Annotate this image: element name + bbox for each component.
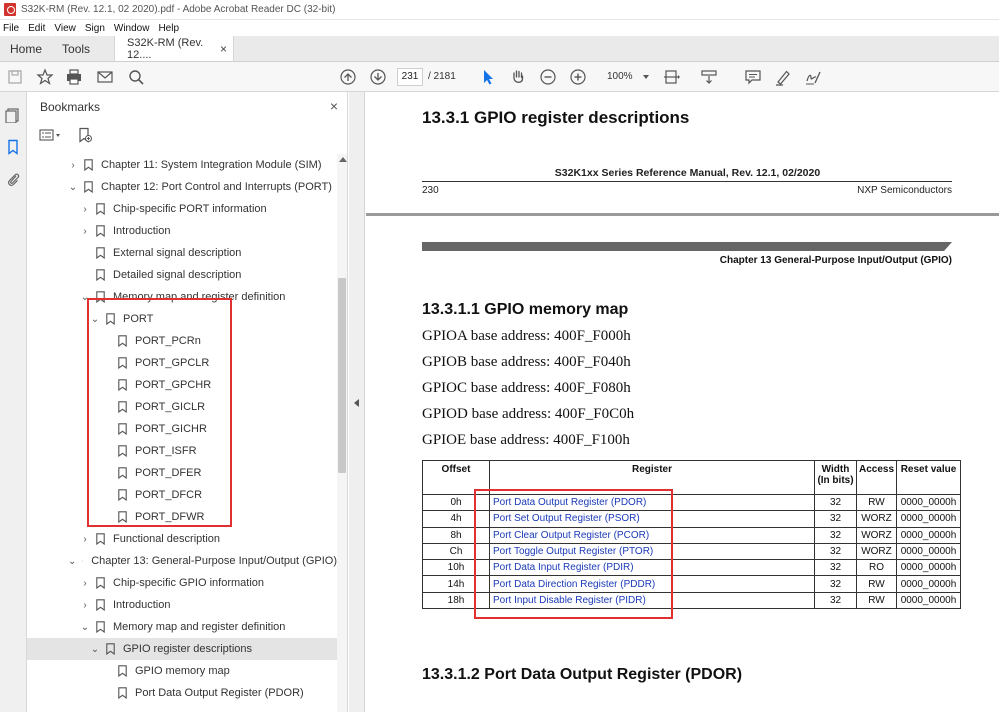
bookmark-icon <box>106 313 115 325</box>
attachments-icon[interactable] <box>4 170 22 188</box>
bookmark-item[interactable] <box>27 572 337 594</box>
print-icon[interactable] <box>64 67 84 87</box>
bookmark-item[interactable] <box>27 374 337 396</box>
bookmark-item[interactable] <box>27 616 337 638</box>
chapter-header-bar <box>422 242 952 251</box>
page-footer-number: 230 <box>422 185 439 196</box>
table-row <box>423 543 961 559</box>
panel-close-icon[interactable]: × <box>329 98 338 114</box>
cell-width: 32 <box>815 576 857 592</box>
bookmark-label: PORT_DFWR <box>135 511 205 523</box>
table-row <box>423 511 961 527</box>
bookmark-label: Detailed signal description <box>113 269 242 281</box>
register-link[interactable]: Port Toggle Output Register (PTOR) <box>490 543 815 559</box>
bookmark-icon <box>96 621 105 633</box>
chevron-down-icon[interactable]: ⌄ <box>80 291 90 303</box>
cell-reset: 0000_0000h <box>897 592 961 608</box>
bookmark-icon <box>96 247 105 259</box>
bookmark-item[interactable] <box>27 484 337 506</box>
search-icon[interactable] <box>126 67 146 87</box>
cell-width: 32 <box>815 527 857 543</box>
base-address-gpioa: GPIOA base address: 400F_F000h <box>422 328 631 344</box>
cell-offset: 4h <box>423 511 490 527</box>
cell-access: WORZ <box>857 543 897 559</box>
bookmark-item[interactable] <box>27 176 337 198</box>
scroll-up-icon[interactable] <box>339 157 347 162</box>
register-link[interactable]: Port Data Input Register (PDIR) <box>490 560 815 576</box>
bookmark-icon <box>82 555 83 567</box>
cell-reset: 0000_0000h <box>897 495 961 511</box>
bookmark-tree <box>27 154 337 712</box>
bookmark-label: Chip-specific GPIO information <box>113 577 264 589</box>
cell-reset: 0000_0000h <box>897 560 961 576</box>
bookmark-label: Introduction <box>113 599 171 611</box>
bookmark-label: PORT_GICLR <box>135 401 206 413</box>
register-link[interactable]: Port Data Direction Register (PDDR) <box>490 576 815 592</box>
cell-access: RW <box>857 576 897 592</box>
bookmark-item[interactable] <box>27 660 337 682</box>
page-break <box>366 213 999 216</box>
tab-bar <box>0 36 999 62</box>
cell-width: 32 <box>815 592 857 608</box>
cell-offset: 14h <box>423 576 490 592</box>
cell-offset: Ch <box>423 543 490 559</box>
add-bookmark-icon[interactable] <box>77 127 101 143</box>
cell-reset: 0000_0000h <box>897 543 961 559</box>
menu-file[interactable]: File <box>3 22 20 34</box>
bookmark-label: PORT_GPCLR <box>135 357 210 369</box>
select-cursor-icon[interactable] <box>478 67 498 87</box>
bookmark-icon <box>96 225 105 237</box>
collapse-panel-icon[interactable] <box>354 399 359 407</box>
menu-view[interactable]: View <box>54 22 76 34</box>
title-bar <box>0 0 999 20</box>
page-footer-vendor: NXP Semiconductors <box>857 185 952 196</box>
highlight-pen-icon[interactable] <box>773 67 793 87</box>
bookmark-label: Chip-specific PORT information <box>113 203 267 215</box>
cell-access: WORZ <box>857 527 897 543</box>
bookmark-item[interactable] <box>27 440 337 462</box>
bookmark-label: Chapter 13: General-Purpose Input/Output (GPIO) <box>91 555 337 567</box>
panel-tools <box>39 127 115 143</box>
bookmark-icon <box>84 181 93 193</box>
tab-home[interactable]: Home <box>10 41 43 56</box>
table-row <box>423 560 961 576</box>
bookmark-label: PORT_DFCR <box>135 489 203 501</box>
bookmark-icon <box>96 291 105 303</box>
chevron-down-icon[interactable]: ⌄ <box>90 313 100 325</box>
register-link[interactable]: Port Data Output Register (PDOR) <box>490 495 815 511</box>
chevron-right-icon[interactable]: › <box>83 225 87 237</box>
bookmark-label: GPIO register descriptions <box>123 643 252 655</box>
comment-icon[interactable] <box>743 67 763 87</box>
cell-offset: 10h <box>423 560 490 576</box>
bookmark-label: PORT <box>123 313 154 325</box>
cell-width: 32 <box>815 495 857 511</box>
chevron-right-icon[interactable]: › <box>83 203 87 215</box>
bookmark-item[interactable] <box>27 264 337 286</box>
acrobat-app-icon <box>4 3 16 16</box>
table-row <box>423 592 961 608</box>
menu-bar <box>0 20 999 36</box>
bookmark-item[interactable] <box>27 506 337 528</box>
bookmark-icon <box>96 269 105 281</box>
bookmark-label: GPIO memory map <box>135 665 230 677</box>
bookmark-icon <box>118 379 127 391</box>
bookmark-item[interactable] <box>27 638 337 660</box>
bookmark-label: Port Data Output Register (PDOR) <box>135 687 304 699</box>
cell-reset: 0000_0000h <box>897 511 961 527</box>
table-row <box>423 495 961 511</box>
base-address-gpioe: GPIOE base address: 400F_F100h <box>422 432 630 448</box>
tab-close-icon[interactable]: × <box>220 41 228 56</box>
save-icon[interactable] <box>5 67 25 87</box>
register-link[interactable]: Port Set Output Register (PSOR) <box>490 511 815 527</box>
chevron-down-icon[interactable]: ⌄ <box>68 555 77 567</box>
header-offset: Offset <box>423 461 490 495</box>
section-heading: 13.3.1 GPIO register descriptions <box>422 108 690 127</box>
subsection-heading: 13.3.1.1 GPIO memory map <box>422 301 629 318</box>
bookmark-item[interactable] <box>27 682 337 704</box>
bookmark-item[interactable] <box>27 242 337 264</box>
cell-width: 32 <box>815 511 857 527</box>
scrollbar-thumb[interactable] <box>338 278 346 473</box>
zoom-in-icon[interactable] <box>568 67 588 87</box>
bookmark-item[interactable] <box>27 286 337 308</box>
zoom-level-dropdown[interactable]: 100% <box>603 68 653 86</box>
cell-access: WORZ <box>857 511 897 527</box>
menu-help[interactable]: Help <box>158 22 180 34</box>
bookmark-label: Introduction <box>113 225 171 237</box>
bookmark-label: Chapter 12: Port Control and Interrupts (PORT) <box>101 181 332 193</box>
cell-width: 32 <box>815 543 857 559</box>
chevron-down-icon[interactable]: ⌄ <box>90 643 100 655</box>
bookmark-icon <box>118 357 127 369</box>
menu-edit[interactable]: Edit <box>28 22 46 34</box>
bookmark-item[interactable] <box>27 352 337 374</box>
chevron-right-icon[interactable]: › <box>71 159 75 171</box>
bookmarks-icon[interactable] <box>4 138 22 156</box>
cell-offset: 18h <box>423 592 490 608</box>
menu-window[interactable]: Window <box>113 22 150 34</box>
bookmark-icon <box>118 489 127 501</box>
cell-access: RO <box>857 560 897 576</box>
bookmark-item[interactable] <box>27 396 337 418</box>
panel-title: Bookmarks <box>40 100 101 114</box>
previous-page-icon[interactable] <box>338 67 358 87</box>
bookmark-label: PORT_PCRn <box>135 335 201 347</box>
bookmark-icon <box>96 599 105 611</box>
base-address-gpioc: GPIOC base address: 400F_F080h <box>422 380 631 396</box>
page-total: / 2181 <box>428 71 456 82</box>
cell-offset: 0h <box>423 495 490 511</box>
bookmark-item[interactable] <box>27 528 337 550</box>
chevron-right-icon[interactable]: › <box>83 533 87 545</box>
gpio-memory-map-table <box>422 460 961 609</box>
bookmark-label: PORT_DFER <box>135 467 202 479</box>
bookmark-icon <box>84 159 93 171</box>
hand-tool-icon[interactable] <box>508 67 528 87</box>
email-icon[interactable] <box>95 67 115 87</box>
bookmark-icon <box>118 511 127 523</box>
cell-width: 32 <box>815 560 857 576</box>
bookmark-item[interactable] <box>27 550 337 572</box>
bookmark-item[interactable] <box>27 594 337 616</box>
bookmark-label: PORT_GICHR <box>135 423 207 435</box>
tab-tools[interactable]: Tools <box>62 41 91 56</box>
window-title: S32K-RM (Rev. 12.1, 02 2020).pdf - Adobe Acrobat Reader DC (32-bit) <box>21 4 336 15</box>
cell-access: RW <box>857 495 897 511</box>
page-thumbnails-icon[interactable] <box>4 106 22 124</box>
bookmark-icon <box>96 203 105 215</box>
bookmarks-panel <box>27 92 348 712</box>
bookmark-icon <box>118 665 127 677</box>
header-width-label: Width <box>821 464 850 475</box>
bookmark-item[interactable] <box>27 462 337 484</box>
page-number-input[interactable]: 231 <box>397 68 423 86</box>
chapter-header-title: Chapter 13 General-Purpose Input/Output (GPIO) <box>719 255 952 266</box>
bookmark-icon <box>96 533 105 545</box>
tab-document[interactable] <box>114 36 234 61</box>
header-access: Access <box>857 461 897 495</box>
bookmark-icon <box>118 401 127 413</box>
table-header-row <box>423 461 961 495</box>
bookmark-label: Chapter 11: System Integration Module (SIM) <box>101 159 322 171</box>
zoom-out-icon[interactable] <box>538 67 558 87</box>
main-toolbar <box>0 62 999 92</box>
bookmark-options-icon[interactable] <box>39 127 63 143</box>
sign-icon[interactable] <box>803 67 823 87</box>
table-row <box>423 527 961 543</box>
chevron-right-icon[interactable]: › <box>83 577 87 589</box>
header-width-unit: (In bits) <box>817 475 854 486</box>
cell-offset: 8h <box>423 527 490 543</box>
left-navigation-rail <box>0 92 27 712</box>
chevron-down-icon[interactable]: ⌄ <box>80 621 90 633</box>
bookmark-icon <box>118 335 127 347</box>
bookmark-label: PORT_GPCHR <box>135 379 212 391</box>
base-address-gpiob: GPIOB base address: 400F_F040h <box>422 354 631 370</box>
bookmark-item[interactable] <box>27 330 337 352</box>
star-icon[interactable] <box>35 67 55 87</box>
table-row <box>423 576 961 592</box>
subsection-heading-pdor: 13.3.1.2 Port Data Output Register (PDOR) <box>422 666 743 683</box>
bookmark-item[interactable] <box>27 198 337 220</box>
next-page-icon[interactable] <box>368 67 388 87</box>
bookmark-label: Functional description <box>113 533 221 545</box>
register-link[interactable]: Port Input Disable Register (PIDR) <box>490 592 815 608</box>
bookmark-icon <box>118 445 127 457</box>
bookmark-item[interactable] <box>27 308 337 330</box>
bookmark-item[interactable] <box>27 418 337 440</box>
cell-reset: 0000_0000h <box>897 576 961 592</box>
menu-sign[interactable]: Sign <box>84 22 105 34</box>
footer-rule <box>422 181 952 182</box>
header-register: Register <box>490 461 815 495</box>
header-width <box>815 461 857 495</box>
register-link[interactable]: Port Clear Output Register (PCOR) <box>490 527 815 543</box>
base-address-gpiod: GPIOD base address: 400F_F0C0h <box>422 406 635 422</box>
bookmark-label: PORT_ISFR <box>135 445 197 457</box>
panel-splitter[interactable] <box>349 92 365 712</box>
bookmark-label: Memory map and register definition <box>113 291 286 303</box>
cell-reset: 0000_0000h <box>897 527 961 543</box>
document-view[interactable] <box>366 92 999 712</box>
tab-document-label: S32K-RM (Rev. 12.... <box>127 36 204 61</box>
chevron-right-icon[interactable]: › <box>83 599 87 611</box>
scroll-mode-icon[interactable] <box>699 67 719 87</box>
bookmark-item[interactable] <box>27 220 337 242</box>
fit-page-icon[interactable] <box>662 67 682 87</box>
bookmark-icon <box>118 687 127 699</box>
bookmark-label: External signal description <box>113 247 242 259</box>
page-footer-title: S32K1xx Series Reference Manual, Rev. 12.1, 02/2020 <box>554 167 821 179</box>
bookmark-item[interactable] <box>27 154 337 176</box>
header-reset: Reset value <box>897 461 961 495</box>
bookmark-icon <box>96 577 105 589</box>
bookmark-label: Memory map and register definition <box>113 621 286 633</box>
cell-access: RW <box>857 592 897 608</box>
bookmark-icon <box>118 423 127 435</box>
bookmark-icon <box>118 467 127 479</box>
chevron-down-icon[interactable]: ⌄ <box>68 181 78 193</box>
bookmark-icon <box>106 643 115 655</box>
